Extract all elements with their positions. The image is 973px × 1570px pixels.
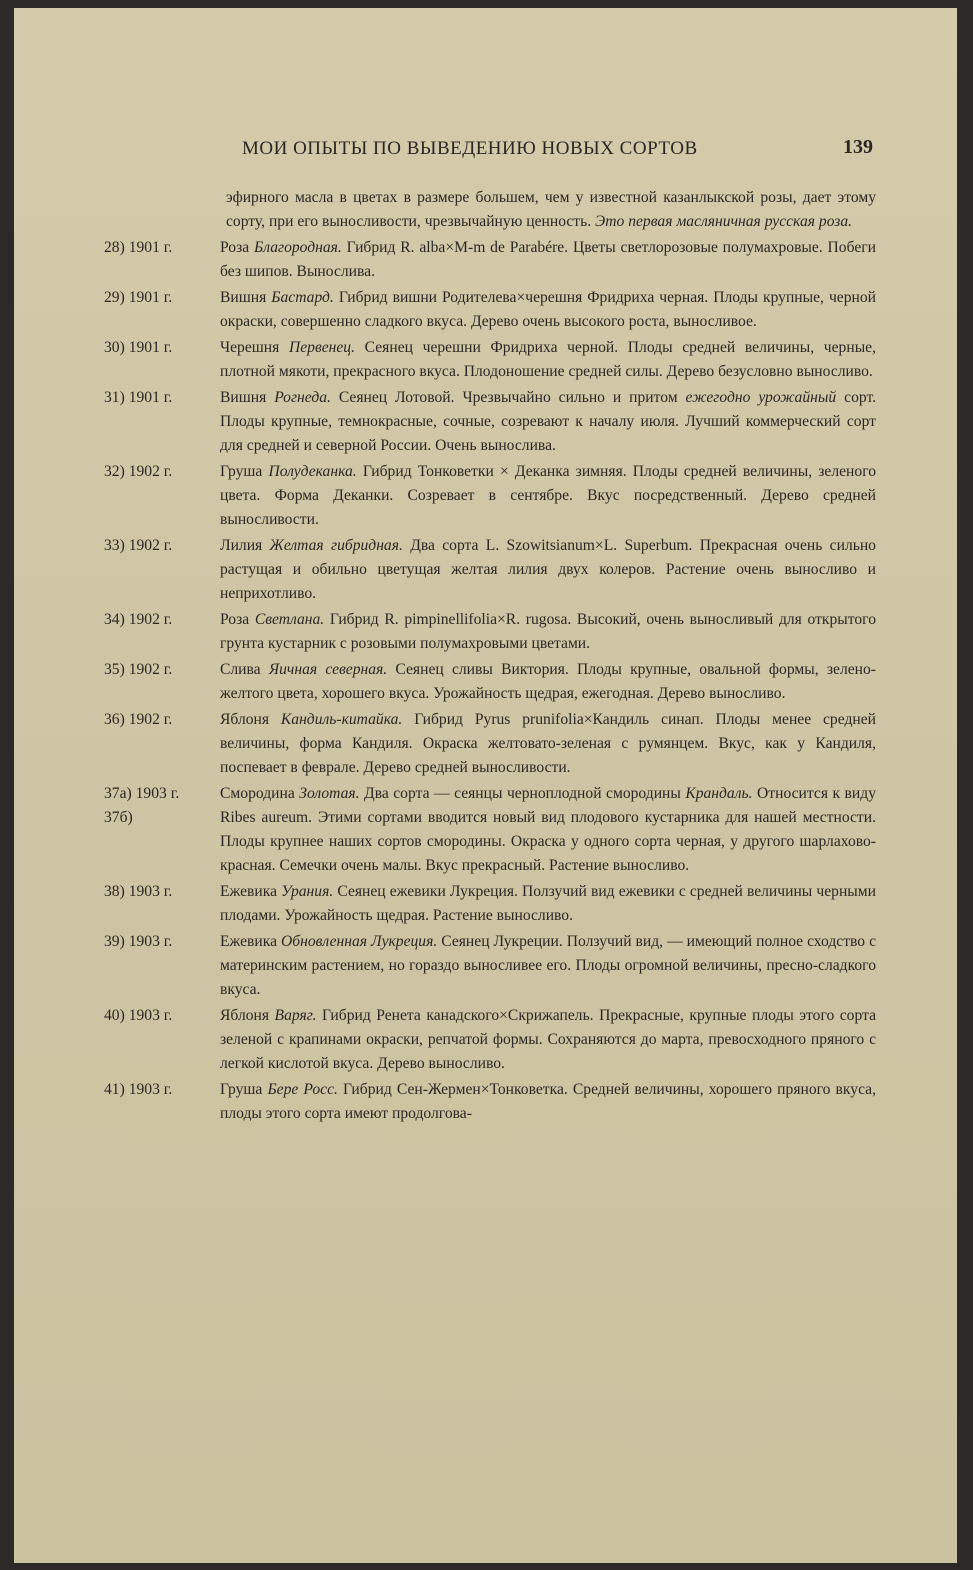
- entry-item: [14, 534, 957, 606]
- entry-year: 1903 г.: [128, 1007, 173, 1024]
- entry-number: [104, 460, 214, 484]
- entry-description: Гибрид Тонковетки × Деканка зимняя. Плоды средней величины, зеленого цвета. Форма Деканки. Созревает в сентябре. Вкус посредственный. Дерево средней выносливости.: [220, 463, 876, 528]
- entry-description: Черешня: [220, 339, 289, 356]
- variety-name: Бере Росс.: [267, 1081, 338, 1098]
- entry-description: Сеянец ежевики Лукреция. Ползучий вид ежевики с средней величины черными плодами. Урожайность щедрая. Растение выносливо.: [220, 883, 876, 924]
- entry-item: [14, 286, 957, 334]
- variety-name: ежегодно урожайный: [685, 389, 837, 406]
- entry-item: [14, 930, 957, 1002]
- page-header: [14, 134, 957, 174]
- entry-item: [14, 608, 957, 656]
- entry-description: Вишня: [220, 289, 272, 306]
- book-page: [14, 8, 957, 1563]
- entry-index: 29): [104, 289, 125, 306]
- entry-index: 36): [104, 711, 125, 728]
- entry-year: 1901 г.: [128, 289, 173, 306]
- entry-year: 1901 г.: [128, 339, 173, 356]
- entry-number: [104, 1078, 214, 1102]
- entry-item: [14, 658, 957, 706]
- entry-description: Сеянец сливы Виктория. Плоды крупные, овальной формы, зелено-желтого цвета, хорошего вкуса. Урожайность щедрая, ежегодная. Дерево выносливо.: [220, 661, 876, 702]
- entry-year: 1903 г.: [128, 883, 173, 900]
- entry-item: [14, 1078, 957, 1126]
- entry-year: 1901 г.: [128, 239, 173, 256]
- entry-number: [104, 534, 214, 558]
- entry-description: Два сорта L. Szowitsianum×L. Superbum. Прекрасная очень сильно растущая и обильно цветущая желтая лилия двух колеров. Растение очень выносливо и неприхотливо.: [220, 537, 876, 602]
- entry-item: [14, 1004, 957, 1076]
- entry-index: 32): [104, 463, 125, 480]
- entry-text: [220, 658, 876, 706]
- entry-number: [104, 608, 214, 632]
- entry-index: 40): [104, 1007, 125, 1024]
- variety-name: Кандиль-китайка.: [280, 711, 403, 728]
- entry-description: Гибрид Сен-Жермен×Тонковетка. Средней величины, хорошего пряного вкуса, плоды этого сорта имеют продолгова-: [220, 1081, 876, 1122]
- variety-name: Яичная северная.: [268, 661, 388, 678]
- entry-year: 1902 г.: [128, 611, 173, 628]
- variety-name: Урания.: [281, 883, 334, 900]
- entry-text: [220, 1004, 876, 1076]
- entry-index-secondary: 37б): [104, 809, 133, 826]
- entry-index: 39): [104, 933, 125, 950]
- entry-number: [104, 336, 214, 360]
- entry-item: [14, 782, 957, 878]
- variety-name: Рогнеда.: [274, 389, 331, 406]
- variety-name: Крандаль.: [685, 785, 753, 802]
- entry-item: [14, 386, 957, 458]
- entry-number: [104, 386, 214, 410]
- continuation-paragraph: [226, 186, 876, 234]
- entry-number: [104, 658, 214, 682]
- entry-item: [14, 236, 957, 284]
- entry-text: [220, 386, 876, 458]
- entry-year: 1902 г.: [128, 661, 173, 678]
- entry-description: сорт. Плоды крупные, темнокрасные, сочные, созревают к началу июля. Лучший коммерческий сорт для средней и северной России. Очень вынослива.: [220, 389, 877, 454]
- page-number: 139: [843, 136, 873, 158]
- entry-description: Два сорта — сеянцы черноплодной смородины: [359, 785, 686, 802]
- running-title: МОИ ОПЫТЫ ПО ВЫВЕДЕНИЮ НОВЫХ СОРТОВ: [242, 138, 698, 159]
- entry-text: [220, 236, 876, 284]
- variety-name: Бастард.: [271, 289, 334, 306]
- entry-item: [14, 708, 957, 780]
- entry-description: Гибрид Ренета канадского×Скрижапель. Прекрасные, крупные плоды этого сорта зеленой с крапинами окраски, репчатой формы. Сохраняются до марта, превосходного пряного с легкой кислотой вкуса. Дерево выносливо.: [220, 1007, 876, 1072]
- entry-description: Ежевика: [220, 883, 282, 900]
- entry-text: [220, 708, 876, 780]
- entry-description: Роза: [220, 239, 254, 256]
- entry-list: [14, 236, 957, 1126]
- page-body: [14, 186, 957, 1126]
- entry-index: 41): [104, 1081, 125, 1098]
- continuation-italic: Это первая масляничная русская роза.: [595, 213, 853, 230]
- entry-index: 35): [104, 661, 125, 678]
- entry-description: Сеянец Лотовой. Чрезвычайно сильно и притом: [330, 389, 686, 406]
- variety-name: Благородная.: [254, 239, 342, 256]
- entry-item: [14, 460, 957, 532]
- entry-year: 1902 г.: [128, 711, 173, 728]
- variety-name: Первенец.: [288, 339, 355, 356]
- entry-description: Груша: [220, 1081, 268, 1098]
- entry-year: 1902 г.: [128, 537, 173, 554]
- entry-number: [104, 782, 214, 806]
- entry-index: 34): [104, 611, 125, 628]
- entry-text: [220, 880, 876, 928]
- entry-description: Гибрид R. pimpinellifolia×R. rugosa. Высокий, очень выносливый для открытого грунта кустарник с розовыми полумахровыми цветами.: [220, 611, 876, 652]
- continuation-text: эфирного масла в цветах в размере большем, чем у известной казанлыкской розы, дает этому сорту, при его выносливости, чрезвычайную ценность.: [226, 189, 876, 230]
- entry-index: 30): [104, 339, 125, 356]
- entry-text: [220, 1078, 876, 1126]
- entry-number: [104, 236, 214, 260]
- entry-text: [220, 782, 876, 878]
- entry-index: 28): [104, 239, 125, 256]
- entry-index: 33): [104, 537, 125, 554]
- entry-description: Вишня: [220, 389, 275, 406]
- variety-name: Золотая.: [299, 785, 360, 802]
- entry-year: 1903 г.: [128, 1081, 173, 1098]
- entry-text: [220, 930, 876, 1002]
- entry-description: Роза: [220, 611, 255, 628]
- entry-text: [220, 286, 876, 334]
- entry-description: Гибрид вишни Родителева×черешня Фридриха черная. Плоды крупные, черной окраски, совершенно сладкого вкуса. Дерево очень высокого роста, выносливое.: [220, 289, 876, 330]
- variety-name: Полудеканка.: [268, 463, 357, 480]
- entry-description: Ежевика: [220, 933, 281, 950]
- entry-description: Лилия: [220, 537, 270, 554]
- entry-year: 1901 г.: [128, 389, 173, 406]
- entry-item: [14, 880, 957, 928]
- entry-description: Гибрид R. alba×M-m de Parabére. Цветы светлорозовые полумахровые. Побеги без шипов. Вынослива.: [220, 239, 876, 280]
- entry-text: [220, 608, 876, 656]
- entry-description: Относится к виду Ribes aureum. Этими сортами вводится новый вид плодового кустарника для нашей местности. Плоды крупнее наших сортов смородины. Окраска у одного сорта черная, у другого шарлахово-красная. Семечки очень малы. Вкус прекрасный. Растение выносливо.: [220, 785, 876, 874]
- variety-name: Варяг.: [274, 1007, 317, 1024]
- entry-description: Сеянец Лукреции. Ползучий вид, — имеющий полное сходство с материнским растением, но гораздо выносливее его. Плоды огромной величины, пресно-сладкого вкуса.: [220, 933, 876, 998]
- entry-item: [14, 336, 957, 384]
- entry-year: 1903 г.: [128, 933, 173, 950]
- entry-text: [220, 534, 876, 606]
- entry-number: [104, 930, 214, 954]
- entry-description: Слива: [220, 661, 269, 678]
- entry-description: Груша: [220, 463, 269, 480]
- entry-year: 1903 г.: [135, 785, 180, 802]
- variety-name: Желтая гибридная.: [269, 537, 403, 554]
- entry-number: [104, 708, 214, 732]
- variety-name: Светлана.: [254, 611, 325, 628]
- entry-description: Гибрид Pyrus prunifolia×Кандиль синап. Плоды менее средней величины, форма Кандиля. Окраска желтовато-зеленая с румянцем. Вкус, как у Кандиля, поспевает в феврале. Дерево средней выносливости.: [220, 711, 876, 776]
- entry-index: 37а): [104, 785, 132, 802]
- entry-year: 1902 г.: [128, 463, 173, 480]
- entry-index: 31): [104, 389, 125, 406]
- entry-text: [220, 336, 876, 384]
- entry-description: Яблоня: [220, 1007, 275, 1024]
- entry-description: Сеянец черешни Фридриха черной. Плоды средней величины, черные, плотной мякоти, прекрасного вкуса. Плодоношение средней силы. Дерево безусловно выносливо.: [220, 339, 876, 380]
- entry-index: 38): [104, 883, 125, 900]
- entry-number: [104, 1004, 214, 1028]
- entry-number: [104, 880, 214, 904]
- entry-description: Яблоня: [220, 711, 281, 728]
- entry-description: Смородина: [220, 785, 300, 802]
- variety-name: Обновленная Лукреция.: [280, 933, 438, 950]
- entry-number: [104, 286, 214, 310]
- entry-text: [220, 460, 876, 532]
